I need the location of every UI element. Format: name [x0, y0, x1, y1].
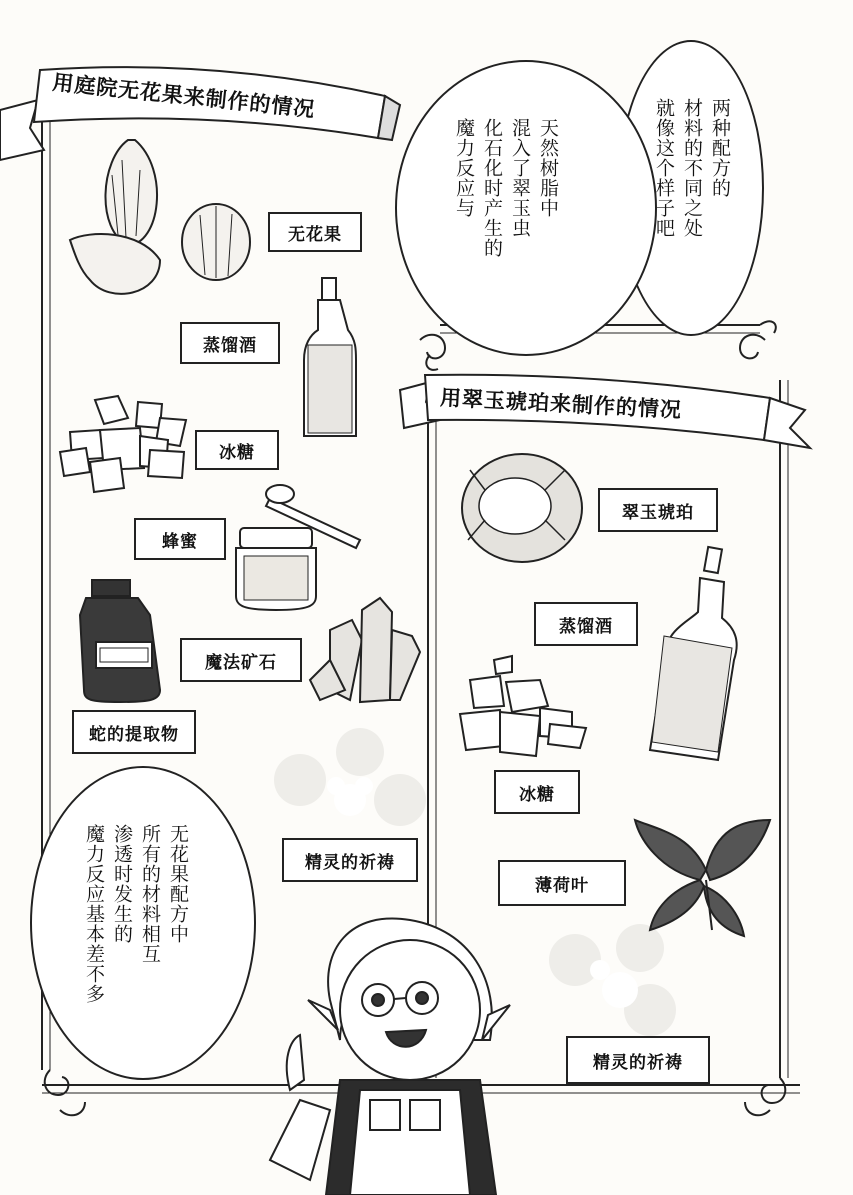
- label-distilled-liquor: 蒸馏酒: [180, 322, 280, 364]
- rock-sugar-icon: [60, 396, 186, 492]
- rock-sugar-icon: [460, 656, 586, 756]
- speech-text-bottom-left: 无花果配方中 所有的材料相互 渗透时发生的 魔力反应基本差不多: [83, 824, 189, 1004]
- label-fairy-prayer: 精灵的祈祷: [566, 1036, 710, 1084]
- label-rock-sugar: 冰糖: [195, 430, 279, 470]
- snake-extract-bottle-icon: [80, 580, 160, 702]
- mint-leaf-icon: [635, 820, 770, 936]
- label-mint-leaf: 薄荷叶: [498, 860, 626, 906]
- label-snake-extract: 蛇的提取物: [72, 710, 196, 754]
- liquor-bottle-icon: [304, 278, 356, 436]
- label-jade-amber: 翠玉琥珀: [598, 488, 718, 532]
- label-magic-ore: 魔法矿石: [180, 638, 302, 682]
- fig-icon: [70, 140, 250, 294]
- speech-text-top-right: 两种配方的 材料的不同之处 就像这个样子吧: [653, 98, 731, 238]
- right-banner-title: 用翠玉琥珀来制作的情况: [439, 385, 683, 423]
- label-distilled-liquor: 蒸馏酒: [534, 602, 638, 646]
- jade-amber-icon: [462, 454, 582, 562]
- magic-ore-icon: [310, 598, 420, 702]
- fairy-prayer-sparkle-icon: [274, 728, 426, 826]
- fairy-prayer-sparkle-icon: [549, 924, 676, 1036]
- honey-jar-icon: [236, 485, 360, 610]
- label-rock-sugar: 冰糖: [494, 770, 580, 814]
- label-fig: 无花果: [268, 212, 362, 252]
- liquor-bottle-icon: [650, 547, 737, 760]
- label-honey: 蜂蜜: [134, 518, 226, 560]
- elf-character-icon: [270, 918, 510, 1195]
- speech-text-top-middle: 天然树脂中 混入了翠玉虫 化石化时产生的 魔力反应与: [453, 118, 559, 258]
- label-fairy-prayer: 精灵的祈祷: [282, 838, 418, 882]
- left-banner-title: 用庭院无花果来制作的情况: [51, 70, 317, 122]
